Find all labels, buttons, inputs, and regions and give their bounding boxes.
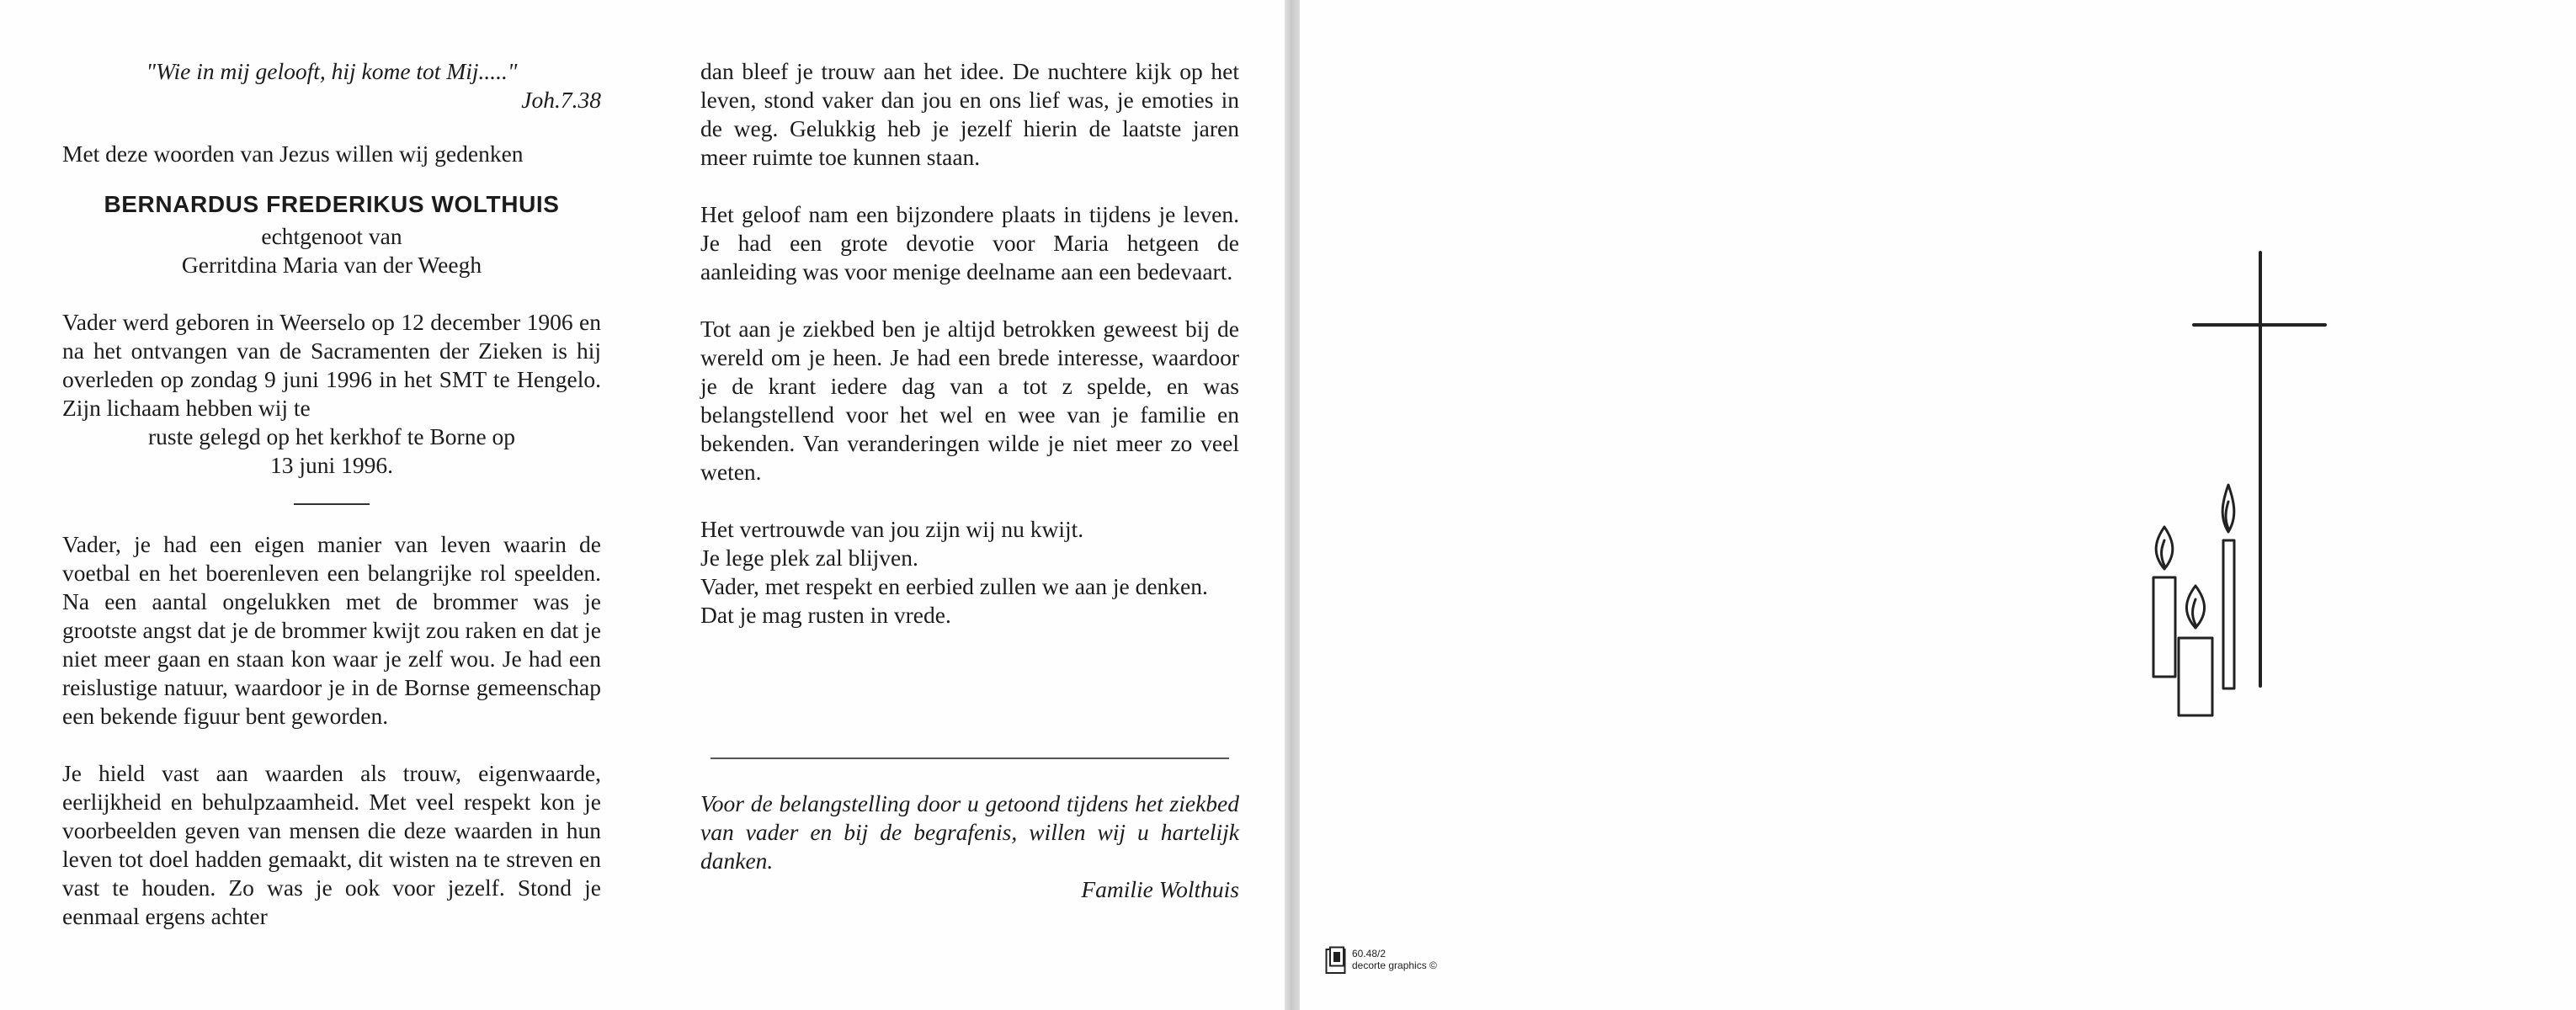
closing-line: Het vertrouwde van jou zijn wij nu kwijt. [700,516,1084,542]
section-divider [294,503,370,505]
cross-and-candles-icon [2138,244,2382,732]
life-paragraph: Vader, je had een eigen manier van leven waarin de voetbal en het boerenleven een belangrijke rol speelden. Na een aantal ongelukken met de brommer was je grootste angst dat je de brommer kwijt zou raken en dat je niet meer gaan en staan kon waar je zelf wou. Je had een reislustige natuur, waardoor je in de Bornse gemeenschap een bekende figuur bent geworden. [62,531,601,729]
birth-paragraph-end-2: 13 juni 1996. [270,452,393,478]
card-inner-panel [0,0,1285,1010]
closing-line: Vader, met respekt en eerbied zullen we aan je denken. [700,573,1208,599]
printer-mark [1325,946,1493,981]
bible-reference: Joh.7.38 [521,87,601,113]
card-fold [1285,0,1300,1010]
deceased-name: BERNARDUS FREDERIKUS WOLTHUIS [104,191,560,217]
continuation-paragraph: dan bleef je trouw aan het idee. De nuchtere kijk op het leven, stond vaker dan jou en ons lief was, je emoties in de weg. Gelukkig heb je jezelf hierin de laatste jaren meer ruimte toe kunnen staan. [700,58,1239,170]
spouse-relation: echtgenoot van [261,223,402,249]
birth-paragraph-end-1: ruste gelegd op het kerkhof te Borne op [147,423,516,449]
bible-quote: "Wie in mij gelooft, hij kome tot Mij....." [146,58,518,84]
interest-paragraph: Tot aan je ziekbed ben je altijd betrokken geweest bij de wereld om je heen. Je had een brede interesse, waardoor je de krant iedere dag van a tot z spelde, en was belangstellend voor het wel en wee van je familie en bekenden. Van veranderingen wilde je niet meer zo veel weten. [700,316,1239,485]
intro-line: Met deze woorden van Jezus willen wij gedenken [62,141,524,167]
printer-code: 60.48/2 [1352,948,1386,960]
right-text-column [700,57,1239,904]
family-signoff: Familie Wolthuis [1081,876,1239,902]
printer-logo-icon [1325,946,1347,975]
birth-paragraph: Vader werd geboren in Weerselo op 12 december 1906 en na het ontvangen van de Sacramenten der Zieken is hij overleden op zondag 9 juni 1996 in het SMT te Hengelo. Zijn lichaam hebben wij te [62,309,601,421]
closing-line: Dat je mag rusten in vrede. [700,602,951,628]
card-outer-panel [1300,0,2576,1010]
closing-lines [700,515,1239,630]
values-paragraph: Je hield vast aan waarden als trouw, eigenwaarde, eerlijkheid en behulpzaamheid. Met veel respekt kon je voorbeelden geven van mensen die deze waarden in hun leven tot doel hadden gemaakt, dit wisten na te streven en vast te houden. Zo was je ook voor jezelf. Stond je eenmaal ergens achter [62,760,601,929]
closing-line: Je lege plek zal blijven. [700,545,918,571]
left-text-column [62,57,601,931]
thanks-divider [711,758,1229,759]
spouse-name: Gerritdina Maria van der Weegh [181,252,482,278]
printer-name: decorte graphics © [1352,960,1437,971]
thanks-text: Voor de belangstelling door u getoond tijdens het ziekbed van vader en bij de begrafenis, willen wij u hartelijk danken. [700,790,1239,874]
faith-paragraph: Het geloof nam een bijzondere plaats in tijdens je leven. Je had een grote devotie voor Maria hetgeen de aanleiding was voor menige deelname aan een bedevaart. [700,201,1239,284]
